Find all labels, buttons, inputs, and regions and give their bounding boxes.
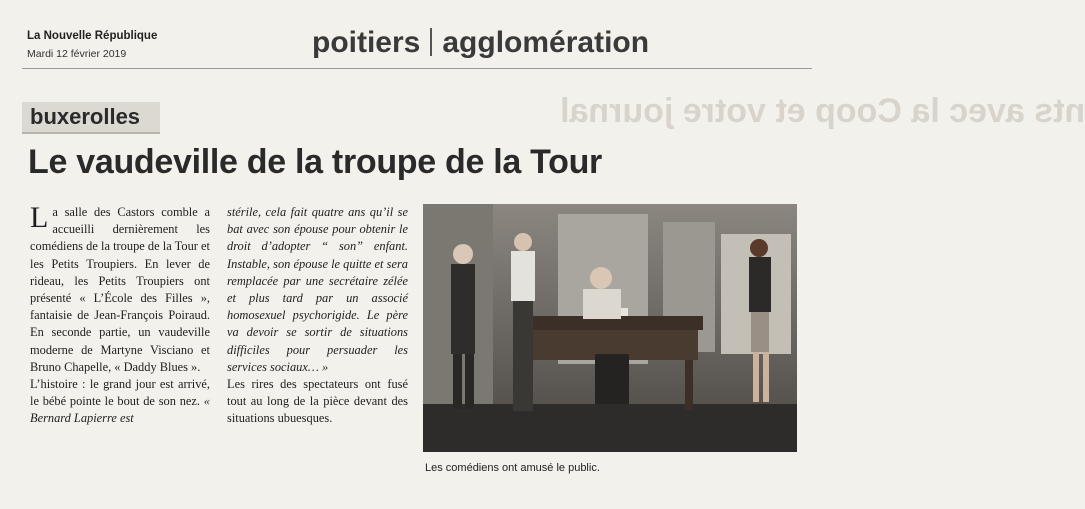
article-paragraph-1	[30, 201, 210, 376]
masthead-date: Mardi 12 février 2019	[27, 48, 127, 60]
paragraph-1-text: a salle des Castors comble a accueilli dernièrement les comédiens de la troupe de la Tour et les Petits Troupiers. En lever de rideau, les Petits Troupiers ont présenté « L’École des Filles », fantaisie de Jean-François Poiraud. En seconde partie, un vaudeville moderne de Martyne Visciano et Bruno Chapelle, « Daddy Blues ».	[30, 205, 210, 374]
article-paragraph-2	[30, 376, 210, 428]
article-quote-continuation: stérile, cela fait quatre ans qu’il se bat avec son épouse pour obtenir le droit d’adopter “ son” enfant. Instable, son épouse le quitte et sera remplacée par une secrétaire zélée et plus tard par un associé homosexuel psychorigide. Le père va devoir se sortir de situations difficiles pour persuader les services sociaux… »	[227, 205, 408, 374]
article-headline: Le vaudeville de la troupe de la Tour	[28, 143, 602, 181]
drop-cap: L	[30, 201, 49, 234]
masthead-section	[312, 26, 649, 60]
article-column-1	[30, 201, 210, 428]
subsection-name: agglomération	[442, 26, 650, 59]
masthead-rule	[22, 68, 812, 69]
masthead-publication: La Nouvelle République	[27, 30, 158, 42]
stage-scene-illustration	[423, 204, 797, 452]
kicker-box	[22, 102, 160, 134]
kicker-label: buxerolles	[30, 104, 141, 129]
article-paragraph-3: Les rires des spectateurs ont fusé tout au long de la pièce devant des situations ubuesques.	[227, 377, 408, 426]
section-divider	[430, 28, 432, 56]
section-name: poitiers	[312, 26, 421, 59]
paragraph-2-intro: L’histoire : le grand jour est arrivé, le bébé pointe le bout de son nez.	[30, 377, 210, 409]
bleed-through-headline: nts avec la Coop et votre journal	[560, 92, 1085, 130]
paragraph-2-quote-start: « Bernard Lapierre est	[30, 394, 210, 426]
photo-caption: Les comédiens ont amusé le public.	[425, 462, 600, 474]
article-photo	[423, 204, 797, 452]
article-column-2	[227, 204, 408, 428]
